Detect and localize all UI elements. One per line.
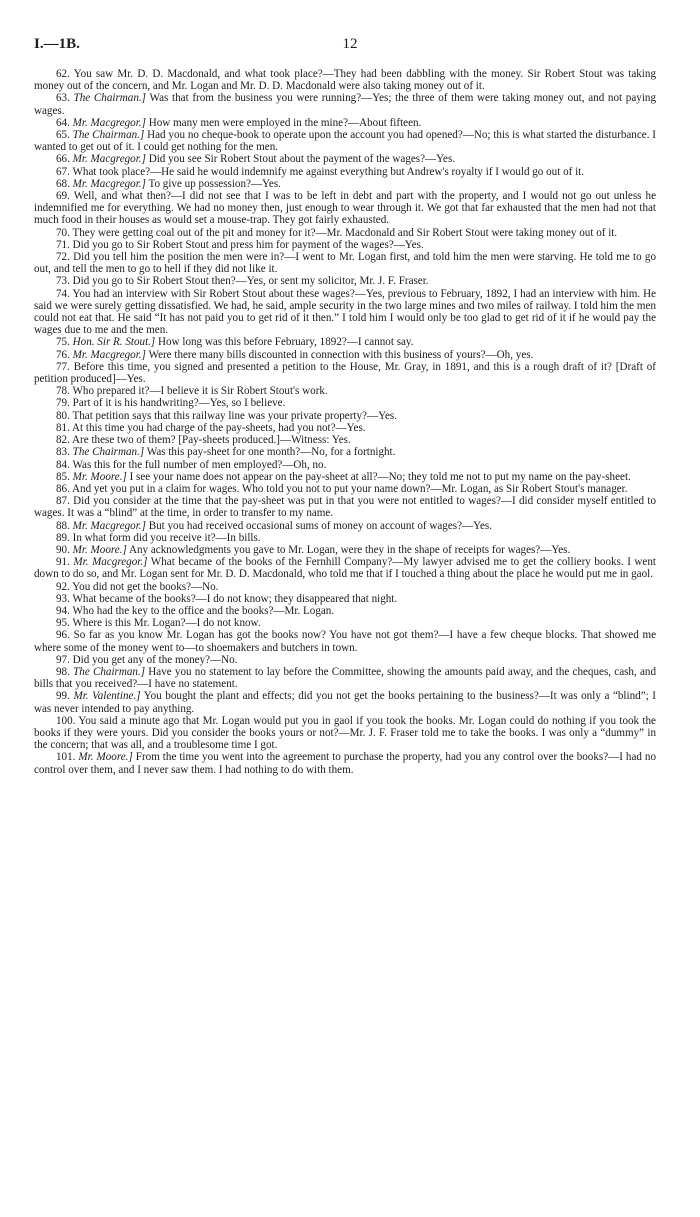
question-answer-text: So far as you know Mr. Logan has got the books now? You have not got them?—I have a few cheque blocks. That showed me where some of the money went to—to shoemakers and butchers in town. [34, 629, 656, 654]
evidence-paragraph [34, 288, 656, 337]
question-number: 78. [56, 385, 70, 398]
evidence-paragraph [34, 410, 656, 422]
evidence-paragraph [34, 166, 656, 178]
speaker-label: Mr. Moore.] [78, 751, 133, 764]
question-number: 67. [56, 165, 70, 178]
evidence-paragraph [34, 544, 656, 556]
question-number: 91. [56, 556, 70, 569]
question-answer-text: Did you go to Sir Robert Stout and press him for payment of the wages?—Yes. [72, 238, 424, 251]
question-number: 98. [56, 665, 70, 678]
question-number: 80. [56, 409, 70, 422]
speaker-label: The Chairman.] [72, 446, 145, 459]
question-answer-text: They were getting coal out of the pit and money for it?—Mr. Macdonald and Sir Robert Stout were taking money out of it. [72, 226, 618, 239]
question-number: 99. [56, 690, 70, 703]
evidence-paragraph [34, 385, 656, 397]
speaker-label: Mr. Macgregor.] [72, 519, 146, 532]
evidence-paragraph [34, 227, 656, 239]
question-answer-text: And yet you put in a claim for wages. Who told you not to put your name down?—Mr. Logan, as Sir Robert Stout's manager. [72, 482, 628, 495]
question-number: 85. [56, 470, 70, 483]
question-answer-text: Did you consider at the time that the pay-sheet was put in that you were not entitled to wages?—I did consider myself entitled to wages. It was a “blind” at the time, in order to transfer to my name. [34, 495, 656, 520]
evidence-paragraph [34, 520, 656, 532]
document-reference: I.—1B. [34, 36, 80, 52]
question-answer-text: Are these two of them? [Pay-sheets produced.]—Witness: Yes. [72, 434, 351, 447]
question-number: 89. [56, 531, 70, 544]
question-answer-text: What became of the books of the Fernhill Company?—My lawyer advised me to get the colliery books. I went down to do so, and Mr. Logan sent for Mr. D. D. Macdonald, who told me that if I touched a thing about the place he would put me in gaol. [34, 556, 656, 581]
question-answer-text: You bought the plant and effects; did you not get the books pertaining to the business?—It was only a “blind”; I was never intended to pay anything. [34, 690, 656, 715]
question-answer-text: Any acknowledgments you gave to Mr. Logan, were they in the shape of receipts for wages?—Yes. [128, 543, 571, 556]
speaker-label: Mr. Macgregor.] [73, 556, 148, 569]
question-answer-text: Was this pay-sheet for one month?—No, for a fortnight. [146, 446, 396, 459]
question-number: 81. [56, 421, 70, 434]
question-answer-text: Who had the key to the office and the books?—Mr. Logan. [72, 604, 335, 617]
speaker-label: Mr. Moore.] [72, 543, 127, 556]
evidence-paragraph [34, 68, 656, 92]
question-answer-text: Did you get any of the money?—No. [72, 653, 238, 666]
speaker-label: Mr. Macgregor.] [72, 348, 146, 361]
speaker-label: The Chairman.] [73, 92, 146, 105]
question-number: 101. [56, 751, 76, 764]
evidence-paragraph [34, 556, 656, 580]
question-answer-text: Part of it is his handwriting?—Yes, so I believe. [72, 397, 286, 410]
evidence-paragraph [34, 715, 656, 752]
question-number: 100. [56, 714, 76, 727]
question-number: 69. [56, 190, 70, 203]
evidence-paragraph [34, 117, 656, 129]
question-number: 87. [56, 495, 70, 508]
evidence-paragraph [34, 471, 656, 483]
question-answer-text: Had you no cheque-book to operate upon the account you had opened?—No; this is what started the disturbance. I wanted to get out of it. I could get nothing for the men. [34, 129, 656, 154]
question-number: 88. [56, 519, 70, 532]
evidence-paragraph [34, 666, 656, 690]
question-answer-text: Before this time, you signed and presented a petition to the House, Mr. Gray, in 1891, and this is a rough draft of it? [Draft of petition produced]—Yes. [34, 360, 656, 386]
evidence-paragraph [34, 593, 656, 605]
question-number: 90. [56, 543, 70, 556]
question-answer-text: Where is this Mr. Logan?—I do not know. [72, 617, 261, 630]
question-answer-text: That petition says that this railway line was your private property?—Yes. [72, 409, 397, 422]
question-number: 76. [56, 348, 70, 361]
question-number: 72. [56, 251, 70, 264]
evidence-paragraph [34, 446, 656, 458]
evidence-paragraph [34, 361, 656, 385]
question-number: 95. [56, 617, 70, 630]
question-answer-text: Were there many bills discounted in connection with this business of yours?—Oh, yes. [148, 348, 534, 361]
question-number: 70. [56, 226, 70, 239]
evidence-paragraph [34, 605, 656, 617]
question-number: 82. [56, 434, 70, 447]
evidence-paragraph [34, 483, 656, 495]
question-number: 94. [56, 604, 70, 617]
question-answer-text: Did you go to Sir Robert Stout then?—Yes, or sent my solicitor, Mr. J. F. Fraser. [72, 275, 429, 288]
speaker-label: Mr. Valentine.] [73, 690, 141, 703]
question-answer-text: Did you tell him the position the men were in?—I went to Mr. Logan first, and told him the men were starving. He told me to go out, and tell the men to go to hell if they did not like it. [34, 251, 656, 276]
evidence-paragraph [34, 178, 656, 190]
speaker-label: Mr. Macgregor.] [72, 116, 146, 129]
question-answer-text: What took place?—He said he would indemnify me against everything but Andrew's royalty if I would go out of it. [72, 165, 585, 178]
question-number: 92. [56, 580, 70, 593]
question-number: 66. [56, 153, 70, 166]
question-number: 65. [56, 129, 70, 142]
speaker-label: The Chairman.] [73, 665, 146, 678]
question-number: 93. [56, 592, 70, 605]
evidence-paragraph [34, 129, 656, 153]
page-header [34, 36, 666, 56]
evidence-paragraph [34, 654, 656, 666]
evidence-paragraph [34, 690, 656, 714]
evidence-paragraph [34, 190, 656, 227]
question-answer-text: What became of the books?—I do not know; they disappeared that night. [72, 592, 398, 605]
question-number: 73. [56, 275, 70, 288]
question-answer-text: But you had received occasional sums of money on account of wages?—Yes. [148, 519, 492, 532]
question-answer-text: Have you no statement to lay before the Committee, showing the amounts paid away, and the cheques, cash, and bills that you received?—I have no statement. [34, 665, 656, 691]
question-number: 84. [56, 458, 70, 471]
evidence-paragraph [34, 422, 656, 434]
question-answer-text: In what form did you receive it?—In bills. [72, 531, 261, 544]
question-number: 68. [56, 177, 70, 190]
evidence-paragraph [34, 349, 656, 361]
question-answer-text: To give up possession?—Yes. [148, 177, 281, 190]
question-answer-text: How long was this before February, 1892?—I cannot say. [158, 336, 414, 349]
question-number: 75. [56, 336, 70, 349]
speaker-label: Mr. Macgregor.] [72, 153, 146, 166]
question-answer-text: I see your name does not appear on the pay-sheet at all?—No; they told me not to put my name on the pay-sheet. [129, 470, 631, 483]
evidence-paragraph [34, 251, 656, 275]
evidence-paragraph [34, 92, 656, 116]
question-answer-text: Well, and what then?—I did not see that I was to be left in debt and part with the property, and I would not go out unless he indemnified me for everything. We had no money then, just enough to wear through it. We got that far exhausted that the men had not that much food in their houses as would set a mouse-trap. They got fairly exhausted. [34, 190, 656, 227]
speaker-label: Hon. Sir R. Stout.] [72, 336, 156, 349]
question-answer-text: Was that from the business you were running?—Yes; the three of them were taking money out, and not paying wages. [34, 92, 656, 117]
question-number: 86. [56, 482, 70, 495]
question-number: 63. [56, 92, 70, 105]
speaker-label: Mr. Moore.] [72, 470, 127, 483]
question-answer-text: You did not get the books?—No. [72, 580, 219, 593]
evidence-body [34, 68, 656, 776]
question-answer-text: You saw Mr. D. D. Macdonald, and what took place?—They had been dabbling with the money. Sir Robert Stout was taking money out of the concern, and Mr. Logan and Mr. D. D. Macdonald were also taking money out of it. [34, 68, 656, 93]
evidence-paragraph [34, 495, 656, 519]
question-number: 74. [56, 287, 70, 300]
evidence-paragraph [34, 397, 656, 409]
evidence-paragraph [34, 336, 656, 348]
evidence-paragraph [34, 434, 656, 446]
question-answer-text: You had an interview with Sir Robert Stout about these wages?—Yes, previous to February, 1892, I had an interview with him. He said we were surely getting dissatisfied. We had, he said, ample security in the two large mines and two miles of railway. I told him the men could not eat that. He said “It has not paid you to get rid of it then.” I told him I would only be too glad to get rid of it if he would pay the wages due to me and the men. [34, 287, 656, 337]
speaker-label: The Chairman.] [72, 129, 145, 142]
question-number: 62. [56, 68, 70, 80]
question-number: 64. [56, 116, 70, 129]
question-number: 79. [56, 397, 70, 410]
question-number: 97. [56, 653, 70, 666]
question-answer-text: How many men were employed in the mine?—About fifteen. [148, 116, 422, 129]
evidence-paragraph [34, 275, 656, 287]
question-answer-text: Did you see Sir Robert Stout about the payment of the wages?—Yes. [148, 153, 456, 166]
evidence-paragraph [34, 581, 656, 593]
question-answer-text: Was this for the full number of men employed?—Oh, no. [72, 458, 327, 471]
evidence-paragraph [34, 239, 656, 251]
evidence-paragraph [34, 751, 656, 775]
question-number: 83. [56, 446, 70, 459]
question-answer-text: At this time you had charge of the pay-sheets, had you not?—Yes. [72, 421, 366, 434]
evidence-paragraph [34, 532, 656, 544]
question-number: 96. [56, 629, 70, 642]
question-answer-text: From the time you went into the agreement to purchase the property, had you any control over the books?—I had no control over them, and I never saw them. I had nothing to do with them. [34, 751, 656, 776]
question-answer-text: You said a minute ago that Mr. Logan would put you in gaol if you took the books. Mr. Logan could do nothing if you took the books if they were yours. Did you consider the books yours or not?—Mr. J. F. Fraser told me to take the books. I was only a “dummy” in the concern; that was all, and a troublesome time I got. [34, 714, 656, 752]
evidence-paragraph [34, 629, 656, 653]
question-number: 77. [56, 360, 70, 373]
question-number: 71. [56, 238, 70, 251]
evidence-paragraph [34, 153, 656, 165]
speaker-label: Mr. Macgregor.] [72, 177, 146, 190]
question-answer-text: Who prepared it?—I believe it is Sir Robert Stout's work. [72, 385, 328, 398]
evidence-paragraph [34, 459, 656, 471]
evidence-paragraph [34, 617, 656, 629]
page-number: 12 [342, 36, 358, 52]
